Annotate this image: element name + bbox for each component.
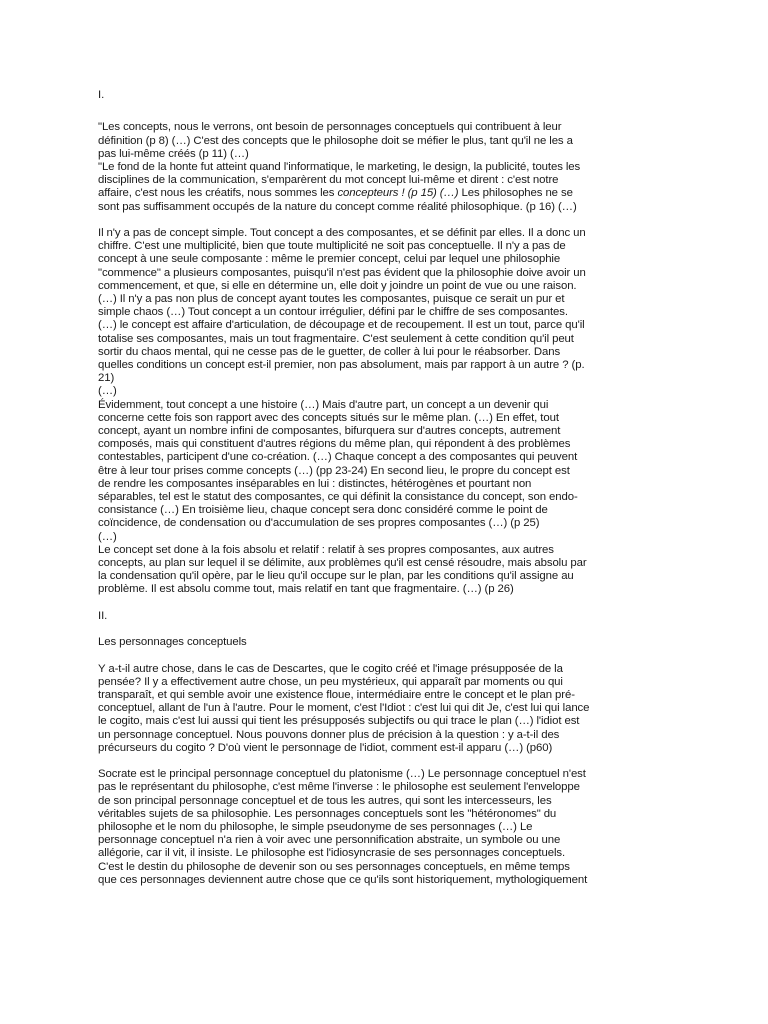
text-line: conceptuel, allant de l'un à l'autre. Pour le moment, c'est l'Idiot : c'est lui qui dit Je, c'est lui qui lance <box>98 702 590 715</box>
text-line: concept à une seule composante : même le premier concept, celui par lequel une philosophie <box>98 253 561 266</box>
text-line: (…) le concept est affaire d'articulation, de découpage et de recoupement. Il est un tout, parce qu'il <box>98 319 585 332</box>
text-line <box>98 187 672 200</box>
text-line: "Le fond de la honte fut atteint quand l'informatique, le marketing, le design, la publicité, toutes les <box>98 161 581 173</box>
text-line: C'est le destin du philosophe de devenir son ou ses personnages conceptuels, en même temps <box>98 860 570 873</box>
text-line: composés, mais qui constituent d'autres régions du même plan, qui répondent à des problèmes <box>98 438 571 451</box>
text-line: allégorie, car il vit, il insiste. Le philosophe est l'idiosyncrasie de ses personnages conceptuels. <box>98 847 566 860</box>
text-line: problème. Il est absolu comme tout, mais relatif en tant que fragmentaire. (…) (p 26) <box>98 583 514 596</box>
quote-2 <box>98 161 672 214</box>
text-line: personnage conceptuel n'a rien à voir avec une personnification abstraite, un symbole ou une <box>98 834 561 847</box>
text-line: sont pas suffisamment occupés de la nature du concept comme réalité philosophique. (p 16) (…) <box>98 200 577 213</box>
text-line: (…) <box>98 530 117 543</box>
text-line: de rendre les composantes inséparables en lui : distinctes, hétérogènes et pourtant non <box>98 477 532 490</box>
text-line: concept, ayant un nombre infini de composantes, bifurquera sur d'autres concepts, autrement <box>98 425 561 438</box>
text-line: (…) Il n'y a pas non plus de concept ayant toutes les composantes, puisque ce serait un pur et <box>98 293 565 306</box>
text-line: transparaît, et qui semble avoir une existence floue, intermédiaire entre le concept et le plan pré- <box>98 689 575 702</box>
text-line: contestables, participent d'une co-création. (…) Chaque concept a des composantes qui peuvent <box>98 451 578 464</box>
text-line: chiffre. C'est une multiplicité, bien que toute multiplicité ne soit pas conceptuelle. Il n'y a pas de <box>98 240 566 253</box>
text-line: concerne cette fois son rapport avec des concepts situés sur le même plan. (…) En effet, tout <box>98 411 559 424</box>
text-line: 21) <box>98 372 115 385</box>
paragraph-descartes <box>98 663 672 755</box>
text-line: quelles conditions un concept est-il premier, non pas absolument, mais par rapport à un autre ? (p. <box>98 359 585 372</box>
quote-1 <box>98 121 672 161</box>
text-line: un personnage conceptuel. Nous pouvons donner plus de précision à la question : y a-t-il des <box>98 728 560 741</box>
paragraph-concepts <box>98 227 672 597</box>
text-line: Socrate est le principal personnage conceptuel du platonisme (…) Le personnage conceptuel n'est <box>98 768 586 781</box>
text-line: Y a-t-il autre chose, dans le cas de Descartes, que le cogito créé et l'image présupposée de la <box>98 662 563 675</box>
text-line: Il n'y a pas de concept simple. Tout concept a des composantes, et se définit par elles. Il a donc un <box>98 227 586 239</box>
text-line: disciplines de la communication, s'emparèrent du mot concept lui-même et dirent : c'est notre <box>98 174 559 187</box>
text-line: la condensation qu'il opère, par le lieu qu'il occupe sur le plan, par les conditions qu'il assigne au <box>98 570 574 583</box>
text-line: véritables sujets de sa philosophie. Les personnages conceptuels sont les "hétéronomes" du <box>98 807 557 820</box>
text-line: de son principal personnage conceptuel et de tous les autres, qui sont les intercesseurs, les <box>98 794 552 807</box>
text-line: définition (p 8) (…) C'est des concepts que le philosophe doit se méfier le plus, tant qu'il ne les a <box>98 134 573 147</box>
text-line: pas lui-même créés (p 11) (…) <box>98 147 249 160</box>
text-line: Évidemment, tout concept a une histoire (…) Mais d'autre part, un concept a un devenir qui <box>98 398 549 411</box>
text-line: le cogito, mais c'est lui aussi qui tient les présupposés subjectifs ou qui trace le plan (…) l'idiot est <box>98 715 580 728</box>
text-line: que ces personnages deviennent autre chose que ce qu'ils sont historiquement, mythologiquement <box>98 873 588 886</box>
text-line: consistance (…) En troisième lieu, chaque concept sera donc considéré comme le point de <box>98 504 548 517</box>
text-line: pensée? Il y a effectivement autre chose, un peu mystérieux, qui apparaît par moments ou qui <box>98 675 563 688</box>
text-line: "Les concepts, nous le verrons, ont besoin de personnages conceptuels qui contribuent à leur <box>98 121 562 134</box>
text-line: séparables, tel est le statut des composantes, ce qui définit la consistance du concept, son endo- <box>98 491 578 504</box>
text-line: être à leur tour prises comme concepts (…) (pp 23-24) En second lieu, le propre du concept est <box>98 464 570 477</box>
text-line: concepts, au plan sur lequel il se délimite, aux problèmes qu'il est censé résoudre, mais absolu par <box>98 557 587 570</box>
italic-text: concepteurs ! (p 15) (…) <box>337 187 459 200</box>
text-line: commencement, et que, si elle en détermine un, elle doit y joindre un point de vue ou une raison. <box>98 279 577 292</box>
section-heading-2: II. <box>98 609 108 622</box>
paragraph-socrate <box>98 768 672 887</box>
text-line: précurseurs du cogito ? D'où vient le personnage de l'idiot, comment est-il apparu (…) (p60) <box>98 741 553 754</box>
text-segment: Les philosophes ne se <box>458 187 573 200</box>
text-segment: affaire, c'est nous les créatifs, nous sommes les <box>98 187 338 200</box>
text-line: coïncidence, de condensation ou d'accumulation de ses propres composantes (…) (p 25) <box>98 517 540 530</box>
text-line: totalise ses composantes, mais un tout fragmentaire. C'est seulement à cette condition qu'il peut <box>98 332 574 345</box>
text-line: "commence" a plusieurs composantes, puisqu'il n'est pas évident que la philosophie doive avoir un <box>98 266 586 279</box>
text-line: sortir du chaos mental, qui ne cesse pas de le guetter, de coller à lui pour le réabsorber. Dans <box>98 345 561 358</box>
text-line: Le concept set done à la fois absolu et relatif : relatif à ses propres composantes, aux autres <box>98 543 554 556</box>
text-line: (…) <box>98 385 117 398</box>
section-heading-1: I. <box>98 89 105 101</box>
section-subheading: Les personnages conceptuels <box>98 636 247 649</box>
document-page <box>98 89 672 887</box>
text-line: pas le représentant du philosophe, c'est même l'inverse : le philosophe est seulement l'enveloppe <box>98 781 580 794</box>
text-line: philosophe et le nom du philosophe, le simple pseudonyme de ses personnages (…) Le <box>98 821 533 834</box>
text-line: simple chaos (…) Tout concept a un contour irrégulier, défini par le chiffre de ses composantes. <box>98 306 568 319</box>
